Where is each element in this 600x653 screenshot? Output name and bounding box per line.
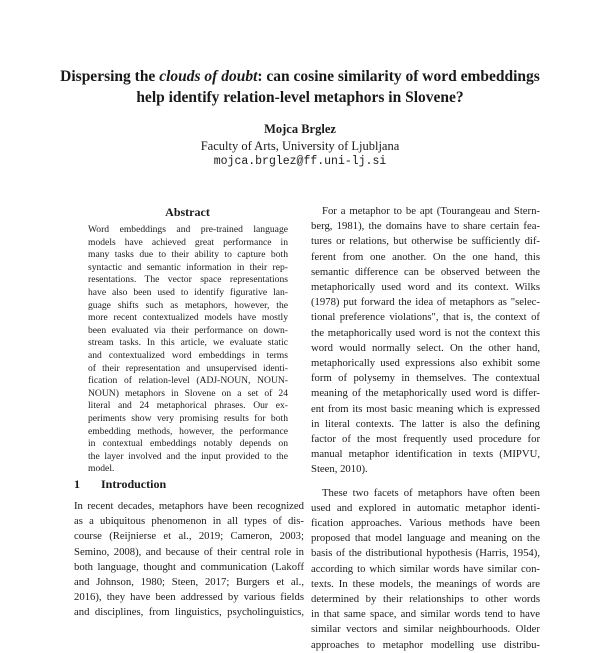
paragraph-line: form of polysemy in themselves. The contextual: [311, 372, 540, 385]
abstract-line: many tasks due to their ability to capture both: [88, 249, 288, 261]
paragraph-line: used and explored in automatic metaphor identi-: [311, 501, 540, 514]
title-text: : can cosine similarity of word embeddings: [257, 68, 540, 85]
paragraph-line: berg, 1981), the domains have to share certain fea-: [311, 220, 540, 233]
title-text: Dispersing the: [60, 68, 160, 85]
intro-line: course (Reijnierse et al., 2019; Cameron, 2003;: [74, 530, 304, 543]
paragraph-line: determined by their relationships to other words: [311, 593, 540, 606]
abstract-line: model.: [88, 463, 115, 475]
paragraph-line: semantic difference can be observed between the: [311, 265, 540, 278]
paragraph-line: tional preference violations", that is, the context of: [311, 311, 540, 324]
abstract-heading: Abstract: [165, 205, 210, 219]
intro-line: and Johnson, 1980; Steen, 2017; Burgers et al.,: [74, 576, 304, 589]
abstract-line: have also been used to identify figurative lan-: [88, 286, 288, 298]
abstract-line: resentations. The vector space representations: [88, 274, 288, 286]
title-line-2: help identify relation-level metaphors in Slovene?: [136, 89, 464, 106]
paragraph-line: factor of the most frequently used procedure for: [311, 433, 540, 446]
paragraph-line: basis of the distributional hypothesis (Harris, 1954),: [311, 547, 540, 560]
intro-line: In recent decades, metaphors have been recognized: [74, 500, 304, 512]
abstract-line: of their representation and unsupervised identi-: [88, 362, 288, 374]
paragraph-line: metaphorically used expressions also exhibit some: [311, 357, 540, 370]
paragraph-line: according to which similar words have similar con-: [311, 562, 540, 575]
paragraph-line: proposed that model language and meaning on the: [311, 532, 540, 545]
paragraph-line: These two facets of metaphors have often been: [322, 486, 540, 499]
paragraph-line: word would normally select. On the other hand,: [311, 341, 540, 354]
paragraph-line: For a metaphor to be apt (Tourangeau and Stern-: [322, 205, 540, 217]
abstract-line: literal and 24 metaphorical phrases. Our ex-: [88, 400, 288, 412]
abstract-line: periments show very promising results for both: [88, 412, 288, 424]
abstract-line: more recent contextualized models have mostly: [88, 312, 288, 324]
paper-title: [40, 66, 560, 108]
section-heading: [74, 477, 304, 492]
paragraph-line: similar vectors and similar neighbourhoods. Older: [311, 623, 540, 636]
right-column-body: [311, 204, 540, 653]
paragraph-line: in that same space, and similar words tend to have: [311, 608, 540, 621]
paragraph-line: Steen, 2010).: [311, 463, 368, 476]
abstract-line: and contextualized word embeddings in terms: [88, 349, 288, 361]
intro-line: and disciplines, from linguistics, psycholinguistics,: [74, 606, 304, 619]
introduction-body: [74, 499, 304, 621]
author-email: mojca.brglez@ff.uni-lj.si: [213, 155, 387, 168]
paragraph-line: meaning of the metaphorically used word is differ-: [311, 387, 540, 400]
abstract-line: fication of relation-level (ADJ-NOUN, NOUN-: [88, 375, 288, 387]
paragraph-line: manual metaphor identification in texts (MIPVU,: [311, 448, 540, 461]
abstract-line: stream tasks. In this article, we evaluate static: [88, 337, 288, 349]
section-number: 1: [74, 477, 80, 491]
paragraph-line: approaches to metaphor modelling use distribu-: [311, 638, 540, 651]
abstract-line: NOUN) metaphors in Slovene on a set of 24: [88, 387, 288, 399]
paragraph-line: ferent from one another. On the one hand, this: [311, 250, 540, 263]
title-line-1: [40, 66, 560, 87]
paragraph-line: metaphorically used word and its context. Wilks: [311, 281, 540, 294]
abstract-line: Word embeddings and pre-trained language: [88, 224, 288, 235]
abstract-line: in contextual embeddings notably depends on: [88, 438, 288, 450]
abstract-line: guage shifts such as metaphors, however, the: [88, 299, 288, 311]
paragraph-line: in literal contexts. The latter is also the defining: [311, 417, 540, 430]
abstract-line: syntactic and semantic information in their rep-: [88, 261, 288, 273]
paragraph-line: ent from its most basic meaning which is expressed: [311, 402, 540, 415]
paragraph-line: fication approaches. Various methods have been: [311, 517, 540, 530]
paragraph-line: tures or relations, but otherwise be sufficiently dif-: [311, 235, 540, 248]
abstract-line: models have achieved great performance in: [88, 236, 288, 248]
abstract-line: embedding methods, however, the performance: [88, 425, 288, 437]
paragraph-line: (1978) put forward the idea of metaphors as "selec-: [311, 296, 540, 309]
abstract-body: [88, 224, 288, 476]
author-affiliation: Faculty of Arts, University of Ljubljana: [200, 139, 400, 153]
paragraph-line: the metaphorically used word is not the context this: [311, 326, 540, 339]
title-emphasis: clouds of doubt: [159, 68, 258, 85]
intro-line: 2016), they have been addressed by various fields: [74, 591, 304, 604]
author-name: Mojca Brglez: [264, 122, 336, 136]
intro-line: as a ubiquitous phenomenon in all types of dis-: [74, 515, 304, 528]
paragraph-gap: [311, 478, 540, 486]
section-title: Introduction: [101, 477, 167, 491]
abstract-line: the layer involved and the input provided to the: [88, 450, 288, 462]
intro-line: Semino, 2008), and because of their central role in: [74, 545, 304, 558]
abstract-line: been evaluated via their performance on down-: [88, 324, 288, 336]
paragraph-line: texts. In these models, the meanings of words are: [311, 577, 540, 590]
intro-line: both language, thought and communication (Lakoff: [74, 560, 304, 573]
